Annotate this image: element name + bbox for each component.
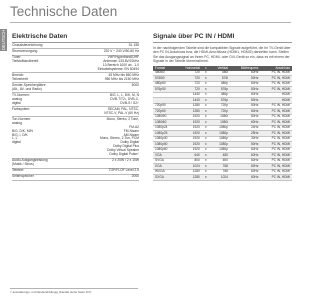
table-cell: 60Hz: [230, 164, 261, 169]
table-cell: x: [202, 92, 210, 97]
table-cell: 60Hz: [230, 109, 261, 114]
table-cell: 50Hz: [230, 103, 261, 108]
signals-heading: Signale über PC IN / HDMI: [153, 33, 235, 40]
table-cell: 24Hz: [230, 125, 261, 130]
spec-label-line: (Alt-, AV- und Radio): [12, 86, 42, 91]
table-cell: PC IN, HDMI: [260, 169, 292, 174]
table-cell: 60Hz: [230, 92, 261, 97]
table-cell: 1280: [176, 109, 202, 114]
table-cell: 1280: [176, 175, 202, 180]
table-cell: x: [202, 136, 210, 141]
table-cell: 1080p: [210, 147, 230, 152]
table-cell: 720: [176, 81, 202, 86]
table-cell: 1080i: [210, 120, 230, 125]
spec-value: [104, 50, 139, 54]
column-header: x: [202, 66, 210, 71]
table-cell: PC IN, HDMI: [260, 142, 292, 147]
table-cell: x: [202, 109, 210, 114]
spec-label-line: Tuner:: [12, 55, 22, 60]
table-cell: PC IN, HDMI: [260, 103, 292, 108]
spec-value-line: 950 MHz bis 2150 MHz: [104, 76, 139, 81]
table-cell: 1440: [176, 92, 202, 97]
table-cell: XGA: [153, 164, 176, 169]
table-cell: 60Hz: [230, 147, 261, 152]
table-cell: x: [202, 125, 210, 130]
table-cell: x: [202, 81, 210, 86]
table-cell: 1080p: [210, 131, 230, 136]
table-cell: x: [202, 114, 210, 119]
spec-label-line: Tiefstufbandbereit: [12, 59, 39, 64]
spec-value-line: Dolby Digital Pulse¹⁾: [109, 152, 139, 157]
spec-label-line: digital: [12, 140, 21, 145]
title-divider: [10, 22, 291, 23]
spec-value: [105, 74, 139, 82]
spec-label-line: Bereich:: [12, 72, 25, 77]
table-cell: PC IN, HDMI: [260, 109, 292, 114]
spec-label-line: Seitenspeicher: [12, 174, 34, 179]
spec-label-line: Teilverbreit: [12, 76, 28, 81]
spec-value: [112, 159, 139, 167]
table-cell: x: [202, 147, 210, 152]
spec-value-line: 2 x 20W / 2 x 10W: [112, 158, 139, 163]
table-cell: 1080p: [210, 136, 230, 141]
table-cell: x: [202, 164, 210, 169]
table-cell: 1920: [176, 120, 202, 125]
table-cell: 576p: [210, 87, 230, 92]
table-cell: 30Hz: [230, 136, 261, 141]
table-cell: 1024: [176, 164, 202, 169]
table-cell: PC IN, HDMI: [260, 71, 292, 76]
table-cell: 1920: [176, 131, 202, 136]
table-cell: 720: [176, 76, 202, 81]
table-cell: x: [202, 98, 210, 103]
section-divider: [153, 42, 292, 43]
spec-label-line: B/G, I, D/K: [12, 132, 28, 137]
spec-label: [12, 175, 58, 179]
spec-value-line: 2000: [131, 174, 139, 179]
spec-value: [98, 56, 139, 72]
spec-row: [12, 56, 139, 74]
signals-table: [153, 66, 292, 181]
spec-label-line: Chassisbezeichnung: [12, 42, 43, 47]
table-cell: 720: [176, 87, 202, 92]
table-cell: PC IN, HDMI: [260, 131, 292, 136]
table-cell: 576p50: [153, 87, 176, 92]
spec-label: [12, 44, 58, 48]
table-cell: 50Hz: [230, 142, 261, 147]
spec-label: [12, 94, 58, 106]
table-cell: 768: [210, 169, 230, 174]
spec-row: [12, 117, 139, 158]
table-cell: 1920: [176, 136, 202, 141]
table-cell: 1080p50: [153, 142, 176, 147]
spec-value-line: Einkabelsysteme: EN 50494: [97, 66, 139, 71]
spec-label-line: Audio-Ausgangsleistung: [12, 158, 48, 163]
table-cell: 1080p30: [153, 136, 176, 141]
table-cell: 60Hz: [230, 81, 261, 86]
table-cell: 576p: [210, 98, 230, 103]
table-cell: PC IN, HDMI: [260, 114, 292, 119]
spec-value-line: 45 MHz bis 860 MHz: [108, 72, 139, 77]
table-cell: SVGA: [153, 158, 176, 163]
table-cell: 50Hz: [230, 98, 261, 103]
spec-value-line: FM-Nicam: [123, 128, 139, 133]
table-cell: x: [202, 71, 210, 76]
spec-row: [12, 159, 139, 169]
table-cell: x: [202, 76, 210, 81]
spec-label-line: TV-Normen:: [12, 92, 30, 97]
spec-row: [12, 83, 139, 93]
spec-row: [12, 73, 139, 83]
table-cell: VGA: [153, 153, 176, 158]
spec-value-line: VHF/Hyperband/UHF: [107, 55, 139, 60]
spec-value-line: AM-Nicam: [123, 132, 139, 137]
table-cell: 576i50: [153, 76, 176, 81]
table-cell: 1080i50: [153, 114, 176, 119]
spec-value-line: TOP/FLOF Level 2.5: [108, 168, 139, 173]
table-cell: PC IN, HDMI: [260, 147, 292, 152]
table-cell: x: [202, 131, 210, 136]
column-header: Anschluss: [260, 66, 292, 71]
spec-label: [12, 84, 58, 92]
side-tab-label: DEUTSCH: [1, 29, 6, 51]
spec-value-line: Dolby Virtual Speaker: [107, 148, 139, 153]
table-cell: PC IN, HDMI: [260, 136, 292, 141]
table-cell: x: [202, 175, 210, 180]
table-cell: 60Hz: [230, 158, 261, 163]
table-cell: 50Hz: [230, 114, 261, 119]
table-cell: 1080p25: [153, 131, 176, 136]
column-header: Horizontal: [176, 66, 202, 71]
spec-label-line: analog: [12, 96, 22, 101]
table-cell: 60Hz: [230, 169, 261, 174]
table-cell: 480: [210, 153, 230, 158]
table-cell: PC IN, HDMI: [260, 175, 292, 180]
spec-value: [109, 169, 139, 173]
table-cell: 1280: [176, 103, 202, 108]
spec-value: [129, 44, 139, 48]
table-row: [153, 175, 292, 180]
table-cell: 720: [176, 71, 202, 76]
column-header: Format: [153, 66, 176, 71]
spec-value-line: Dolby Digital: [120, 140, 139, 145]
table-cell: 50Hz: [230, 76, 261, 81]
spec-value-line: SECAM, PAL, NTSC,: [107, 106, 139, 111]
spec-label-line: B/G, D/K, M/N: [12, 128, 33, 133]
spec-row: [12, 175, 139, 181]
table-cell: 720p: [210, 103, 230, 108]
table-cell: 1920: [176, 114, 202, 119]
table-cell: 1080i: [210, 114, 230, 119]
table-cell: 50Hz: [230, 87, 261, 92]
spec-list: [12, 43, 139, 180]
signals-section: [153, 33, 292, 181]
table-cell: x: [202, 87, 210, 92]
table-cell: 60Hz: [230, 71, 261, 76]
column-header: Bildfrequenz: [230, 66, 261, 71]
table-cell: 1080p60: [153, 147, 176, 152]
spec-label-line: Ton-Normen:: [12, 116, 32, 121]
table-cell: SXGA: [153, 175, 176, 180]
spec-label-line: Stromversorgung: [12, 49, 38, 54]
table-cell: HDMI: [260, 98, 292, 103]
table-cell: 640: [176, 153, 202, 158]
spec-row: [12, 107, 139, 117]
table-cell: x: [202, 158, 210, 163]
table-cell: x: [202, 120, 210, 125]
table-body: [153, 71, 292, 180]
table-cell: WXGA: [153, 169, 176, 174]
spec-label: [12, 169, 58, 173]
table-cell: 1024: [210, 175, 230, 180]
spec-value-line: Mono, Stereo, 2-Ton, PCM: [99, 136, 139, 141]
table-cell: 768: [210, 164, 230, 169]
electrical-data-heading: Elektrische Daten: [12, 33, 68, 40]
page-title: Technische Daten: [10, 4, 118, 19]
spec-label-line: Sender-Speicherplätze: [12, 82, 46, 87]
table-cell: PC IN, HDMI: [260, 153, 292, 158]
spec-value-line: Dolby Digital Plus: [113, 144, 139, 149]
spec-value: [104, 108, 139, 116]
table-cell: x: [202, 169, 210, 174]
spec-value: [132, 84, 139, 92]
electrical-data-section: [12, 33, 139, 181]
table-cell: 60Hz: [230, 153, 261, 158]
spec-label: [12, 56, 58, 72]
table-cell: 600: [210, 158, 230, 163]
spec-label: [12, 50, 58, 54]
spec-value: [100, 118, 139, 157]
spec-value-line: DVB-S / S2¹⁾: [120, 100, 139, 105]
spec-label-line: L, L': [12, 136, 19, 141]
table-cell: PC IN, HDMI: [260, 120, 292, 125]
table-cell: 480p60: [153, 81, 176, 86]
spec-value: [132, 175, 139, 179]
table-cell: x: [202, 142, 210, 147]
spec-row: [12, 93, 139, 107]
language-side-tab: [0, 29, 7, 51]
table-cell: 60Hz: [230, 175, 261, 180]
table-cell: 25Hz: [230, 131, 261, 136]
spec-label-line: digital: [12, 100, 21, 105]
table-cell: 576i: [210, 76, 230, 81]
table-cell: x: [202, 153, 210, 158]
spec-label: [12, 118, 58, 157]
table-cell: x: [202, 103, 210, 108]
table-cell: 720p: [210, 109, 230, 114]
table-cell: 1920: [176, 142, 202, 147]
table-cell: 480p: [210, 81, 230, 86]
table-cell: 1920: [176, 147, 202, 152]
spec-value-line: SL 155: [128, 42, 139, 47]
signals-intro-text: In der nachfolgenden Tabelle sind die kompatiblen Signale aufgeführt, die Ihr TV-Gerät über den PC IN-Anschluss bzw. die HDMI-Anschlüsse (HDMI1, HDMI2) darstellen kann. Stellen Sie das Ausgangssignal an Ihrem PC, HDMI- oder DVI-Gerät so ein, dass es mit einem der Signale in der Tabelle übereinstimmt.: [153, 46, 291, 63]
spec-value-line: Antennen 13/18V/22kHz: [103, 59, 139, 64]
table-cell: 1440: [176, 98, 202, 103]
table-cell: 480i60: [153, 71, 176, 76]
spec-value-line: FM-A2: [129, 124, 139, 129]
table-cell: 720p60: [153, 109, 176, 114]
table-cell: 480i: [210, 71, 230, 76]
spec-value-line: 10 Bereich 1000 ub - 1,0: [102, 62, 139, 67]
table-cell: 60Hz: [230, 120, 261, 125]
spec-label: [12, 159, 58, 167]
spec-label: [12, 74, 58, 82]
spec-value-line: DVB-T/T2¹, DVB-C,: [110, 96, 139, 101]
column-header: Vertikal: [210, 66, 230, 71]
spec-label: [12, 108, 58, 116]
spec-label-line: (Musik / Sinus): [12, 162, 34, 167]
spec-value: [110, 94, 139, 106]
table-cell: 1080p24: [153, 125, 176, 130]
spec-value-line: Mono, Stereo, 2 Tone,: [106, 116, 139, 121]
table-cell: 1080p: [210, 125, 230, 130]
spec-label-line: Farbsystem:: [12, 106, 31, 111]
table-cell: 1080i60: [153, 120, 176, 125]
table-cell: PC IN, HDMI: [260, 81, 292, 86]
table-cell: PC IN, HDMI: [260, 158, 292, 163]
spec-label-line: Teletext: [12, 168, 24, 173]
table-cell: 1080p: [210, 142, 230, 147]
table-cell: 800: [176, 158, 202, 163]
table-cell: PC IN, HDMI: [260, 76, 292, 81]
spec-label-line: analog: [12, 120, 22, 125]
table-cell: 1920: [176, 125, 202, 130]
footnote: ¹⁾ ausstattungs- und länderabhängig (Kanäle siehe Seite 117): [10, 289, 92, 294]
table-cell: PC IN, HDMI: [260, 125, 292, 130]
spec-value-line: 220 V ~ 240 V/50-60 Hz: [103, 49, 139, 54]
table-cell: 480p: [210, 92, 230, 97]
table-cell: 1280: [176, 169, 202, 174]
table-cell: PC IN, HDMI: [260, 164, 292, 169]
table-cell: PC IN, HDMI: [260, 87, 292, 92]
spec-value-line: 5000: [131, 82, 139, 87]
table-cell: 720p50: [153, 103, 176, 108]
spec-value-line: B/G, L, L, D/K, M, N: [109, 92, 139, 97]
spec-value-line: NTSC-V, PAL-V (60 Hz): [104, 110, 139, 115]
table-cell: HDMI: [260, 92, 292, 97]
